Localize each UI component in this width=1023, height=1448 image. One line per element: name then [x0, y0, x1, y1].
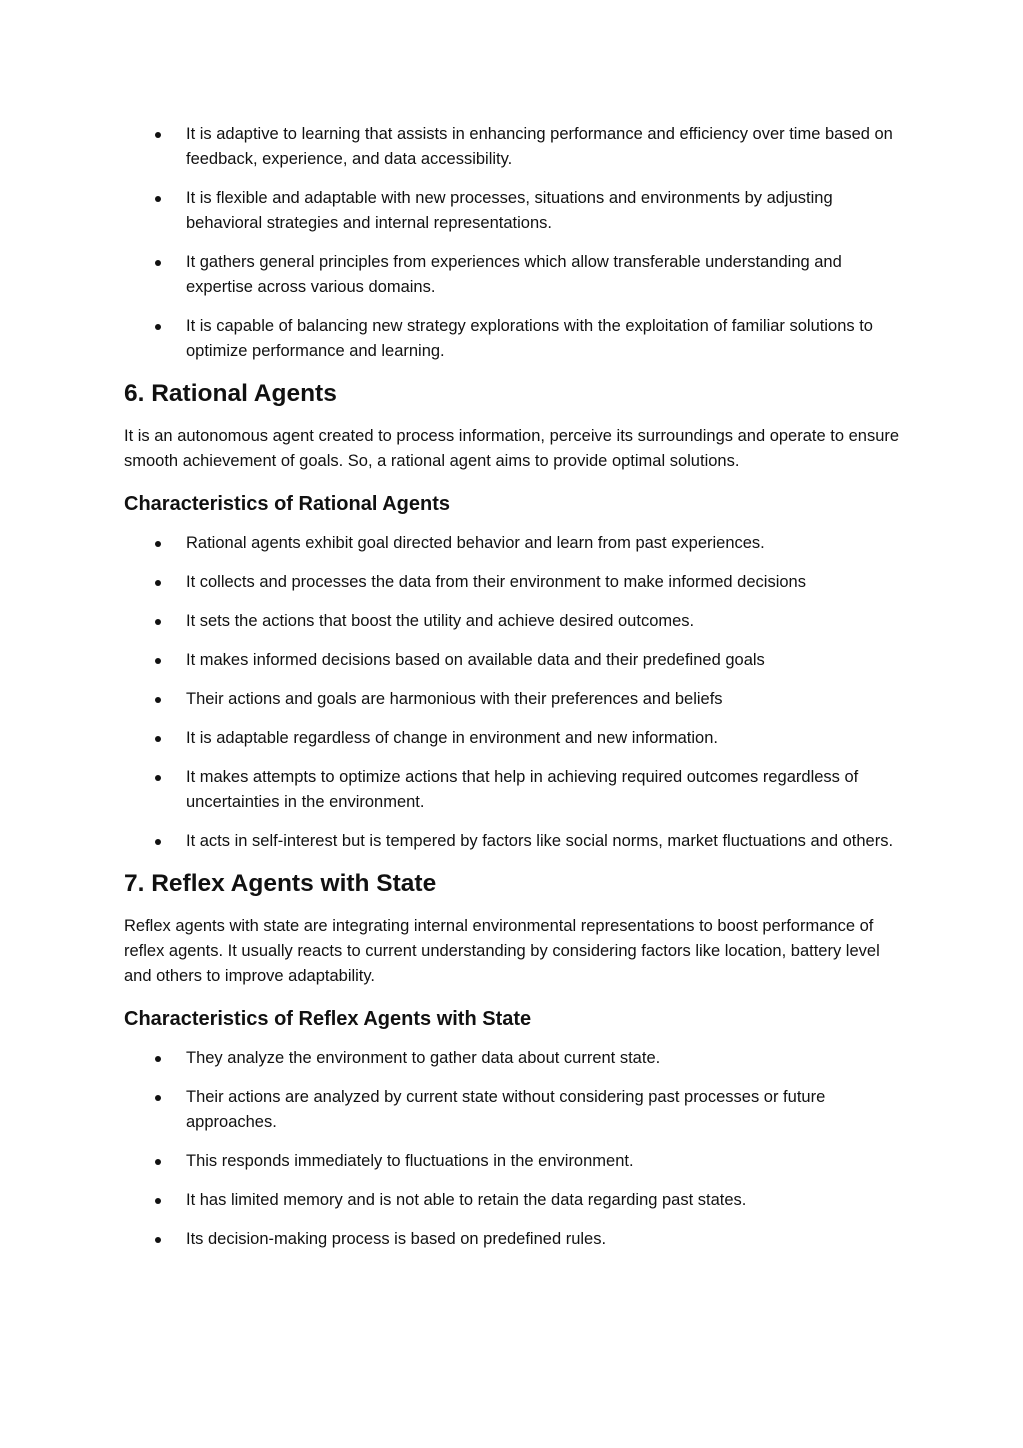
list-item: [124, 648, 904, 673]
bullet-icon: [155, 619, 161, 625]
bullet-icon: [155, 260, 161, 266]
list-item-text: It has limited memory and is not able to retain the data regarding past states.: [186, 1191, 747, 1209]
list-item: [124, 726, 904, 751]
list-item: [124, 186, 904, 236]
reflex-agents-paragraph: Reflex agents with state are integrating internal environmental representations to boost performance of reflex agents. It usually reacts to current understanding by considering factors like location, battery level and others to improve adaptability.: [124, 917, 880, 985]
list-item: [124, 250, 904, 300]
list-item: [124, 687, 904, 712]
list-item-text: It acts in self-interest but is tempered by factors like social norms, market fluctuations and others.: [186, 832, 894, 850]
bullet-icon: [155, 1198, 161, 1204]
rational-agents-paragraph: It is an autonomous agent created to process information, perceive its surroundings and operate to ensure smooth achievement of goals. So, a rational agent aims to provide optimal solutions.: [124, 427, 900, 470]
document-page: [124, 122, 904, 1266]
list-item: [124, 829, 904, 854]
bullet-icon: [155, 196, 161, 202]
list-item-text: It makes attempts to optimize actions that help in achieving required outcomes regardless of uncertainties in the environment.: [186, 768, 859, 811]
list-item: [124, 1227, 904, 1252]
list-item-text: They analyze the environment to gather data about current state.: [186, 1049, 661, 1067]
bullet-icon: [155, 541, 161, 547]
list-item-text: Rational agents exhibit goal directed behavior and learn from past experiences.: [186, 534, 765, 552]
bullet-icon: [155, 1056, 161, 1062]
section-heading-rational-agents: 6. Rational Agents: [124, 380, 337, 407]
bullet-icon: [155, 839, 161, 845]
list-item-text: Its decision-making process is based on predefined rules.: [186, 1230, 607, 1248]
subheading-reflex-characteristics: Characteristics of Reflex Agents with State: [124, 1008, 532, 1030]
bullet-icon: [155, 658, 161, 664]
list-item-text: It collects and processes the data from their environment to make informed decisions: [186, 573, 806, 591]
bullet-icon: [155, 1237, 161, 1243]
list-item-text: It is adaptable regardless of change in environment and new information.: [186, 729, 718, 747]
bullet-icon: [155, 132, 161, 138]
section-heading-reflex-agents: 7. Reflex Agents with State: [124, 870, 437, 897]
bullet-icon: [155, 1095, 161, 1101]
list-item-text: It gathers general principles from experiences which allow transferable understanding and expertise across various domains.: [186, 253, 842, 296]
list-item-text: It is flexible and adaptable with new processes, situations and environments by adjusting behavioral strategies and internal representations.: [186, 189, 833, 232]
list-item-text: It is adaptive to learning that assists in enhancing performance and efficiency over time based on feedback, experience, and data accessibility.: [186, 125, 893, 168]
list-item: [124, 765, 904, 815]
subheading-rational-characteristics: Characteristics of Rational Agents: [124, 493, 451, 515]
intro-bullet-list: [124, 122, 904, 364]
list-item-text: It makes informed decisions based on available data and their predefined goals: [186, 651, 765, 669]
rational-characteristics-list: [124, 531, 904, 854]
list-item-text: This responds immediately to fluctuations in the environment.: [186, 1152, 634, 1170]
list-item: [124, 609, 904, 634]
list-item: [124, 1149, 904, 1174]
list-item: [124, 1085, 904, 1135]
list-item-text: It sets the actions that boost the utility and achieve desired outcomes.: [186, 612, 695, 630]
bullet-icon: [155, 697, 161, 703]
list-item: [124, 1046, 904, 1071]
bullet-icon: [155, 324, 161, 330]
list-item: [124, 531, 904, 556]
bullet-icon: [155, 1159, 161, 1165]
list-item: [124, 314, 904, 364]
bullet-icon: [155, 580, 161, 586]
list-item: [124, 122, 904, 172]
reflex-characteristics-list: [124, 1046, 904, 1252]
list-item: [124, 1188, 904, 1213]
list-item: [124, 570, 904, 595]
list-item-text: Their actions are analyzed by current state without considering past processes or future approaches.: [186, 1088, 826, 1131]
list-item-text: Their actions and goals are harmonious with their preferences and beliefs: [186, 690, 723, 708]
list-item-text: It is capable of balancing new strategy explorations with the exploitation of familiar solutions to optimize performance and learning.: [186, 317, 873, 360]
bullet-icon: [155, 775, 161, 781]
bullet-icon: [155, 736, 161, 742]
